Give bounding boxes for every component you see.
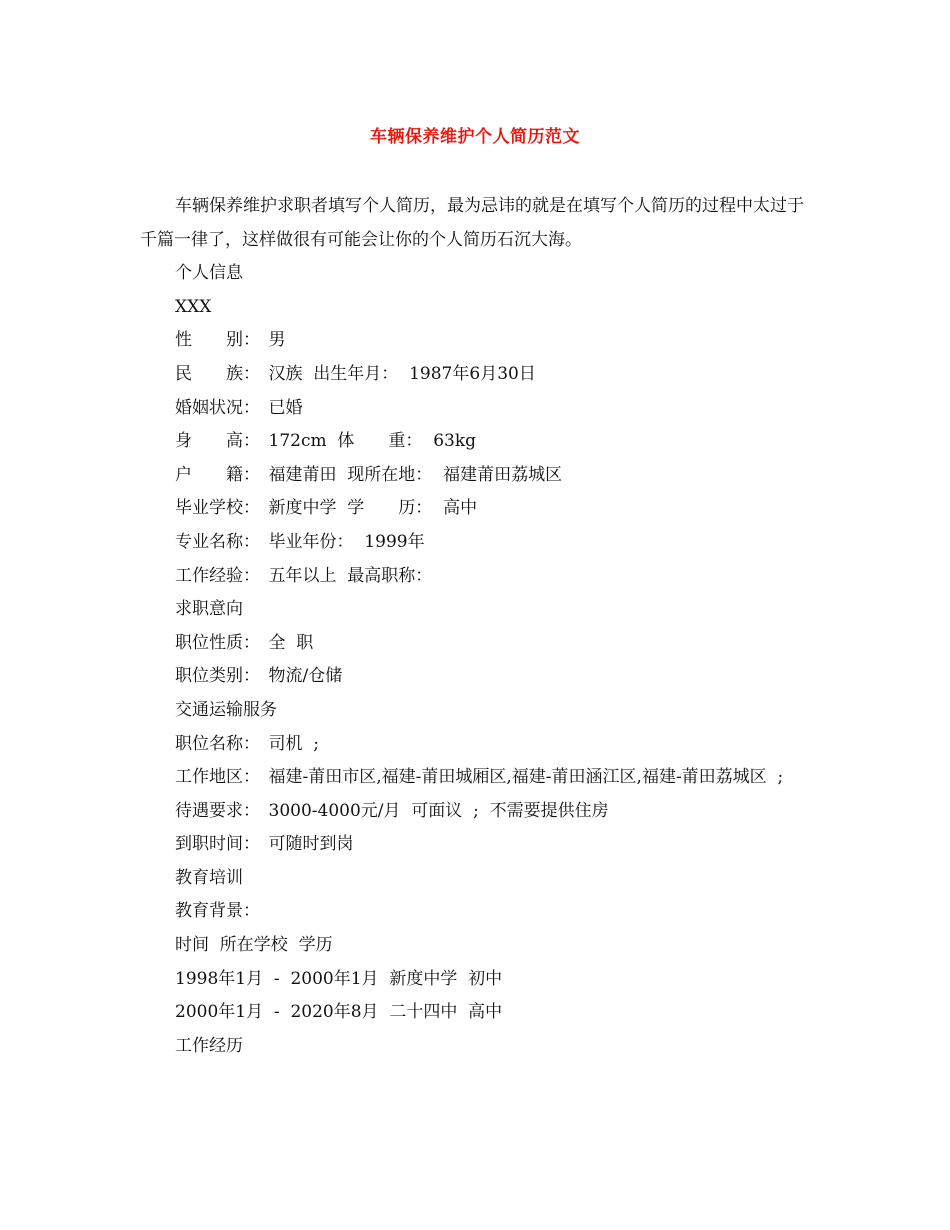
section-work-experience: 工作经历 bbox=[175, 1035, 243, 1056]
ethnicity-birth-line: 民 族： 汉族 出生年月： 1987年6月30日 bbox=[175, 363, 536, 384]
work-area-line: 工作地区： 福建-莆田市区,福建-莆田城厢区,福建-莆田涵江区,福建-莆田荔城区 ; bbox=[175, 767, 784, 788]
document-body bbox=[140, 190, 816, 1063]
job-category-line: 职位类别： 物流/仓储 bbox=[175, 666, 343, 687]
job-category-continued: 交通运输服务 bbox=[175, 699, 277, 720]
experience-title-line: 工作经验： 五年以上 最高职称： bbox=[175, 565, 433, 586]
education-background-label: 教育背景： bbox=[175, 901, 260, 922]
job-title-line: 职位名称： 司机 ; bbox=[175, 733, 320, 754]
salary-requirement-line: 待遇要求： 3000-4000元/月 可面议 ; 不需要提供住房 bbox=[175, 800, 609, 821]
section-education-training: 教育培训 bbox=[175, 867, 243, 888]
height-weight-line: 身 高： 172cm 体 重： 63kg bbox=[175, 431, 477, 452]
section-personal-info: 个人信息 bbox=[175, 263, 243, 284]
major-graduation-line: 专业名称： 毕业年份： 1999年 bbox=[175, 531, 425, 552]
name-line: XXX bbox=[175, 296, 212, 317]
section-job-intention: 求职意向 bbox=[175, 599, 243, 620]
intro-paragraph: 车辆保养维护求职者填写个人简历，最为忌讳的就是在填写个人简历的过程中太过于千篇一律了，这样做很有可能会让你的个人简历石沉大海。 bbox=[140, 196, 804, 250]
hukou-location-line: 户 籍： 福建莆田 现所在地： 福建莆田荔城区 bbox=[175, 464, 563, 485]
school-degree-line: 毕业学校： 新度中学 学 历： 高中 bbox=[175, 498, 478, 519]
document-title: 车辆保养维护个人简历范文 bbox=[370, 127, 580, 147]
marital-status-line: 婚姻状况： 已婚 bbox=[175, 397, 303, 418]
job-nature-line: 职位性质： 全 职 bbox=[175, 632, 314, 653]
education-row: 1998年1月 - 2000年1月 新度中学 初中 bbox=[175, 968, 503, 989]
education-table-header: 时间 所在学校 学历 bbox=[175, 935, 333, 956]
education-row: 2000年1月 - 2020年8月 二十四中 高中 bbox=[175, 1002, 503, 1023]
gender-line: 性 别： 男 bbox=[175, 330, 286, 351]
start-time-line: 到职时间： 可随时到岗 bbox=[175, 834, 354, 855]
